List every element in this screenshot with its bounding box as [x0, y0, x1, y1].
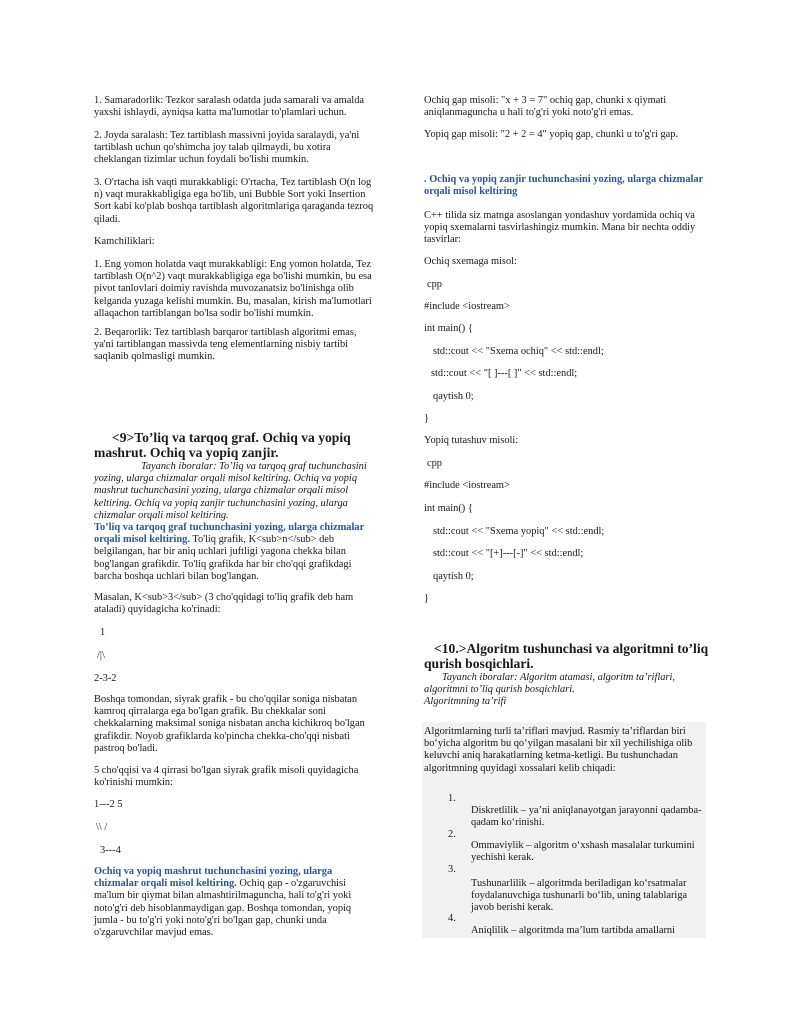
text-line: qadam ko‘rinishi.	[471, 817, 545, 829]
text-line: yechishi kerak.	[471, 852, 534, 864]
text-line: Ommaviylik – algoritm o‘xshash masalalar turkumini	[471, 840, 695, 851]
list-item	[471, 840, 695, 864]
code-line: std::cout << "Sxema ochiq" << std::endl;	[433, 346, 604, 357]
heading-10-line-2: qurish bosqichlari.	[424, 655, 534, 671]
text-line: 5 cho'qqisi va 4 qirrasi bo'lgan siyrak grafik misoli quyidagicha	[94, 765, 359, 776]
text-line: yaxshi ishlaydi, ayniqsa katta ma'lumotlar to'plamlari uchun.	[94, 107, 347, 119]
paragraph-algorithm-definition	[424, 726, 692, 775]
question-open-closed-chain	[424, 174, 703, 198]
text-line: C++ tilida siz matnga asoslangan yondashuv yordamida ochiq va	[424, 210, 695, 221]
code-line: int main() {	[424, 503, 473, 514]
text-line: 3. O'rtacha ish vaqti murakkabligi: O'rtacha, Tez tartiblash O(n log	[94, 177, 372, 188]
text-line: algoritmning quyidagi xossalari kelib chiqadi:	[424, 762, 616, 774]
code-line: std::cout << "Sxema yopiq" << std::endl;	[433, 526, 605, 537]
code-line: qaytish 0;	[433, 571, 474, 582]
text-line: keluvchi aniq harakatlarning ketma-ketligi. Bu tushunchadan	[424, 750, 678, 762]
text-line: kelganda yuzaga kelishi mumkin. Bu, masalan, kirish ma'lumotlari	[94, 295, 372, 307]
code-line: std::cout << "[+]---[-]" << std::endl;	[433, 548, 584, 559]
label-closed-circuit: Yopiq tutashuv misoli:	[424, 435, 519, 446]
text-line: kamroq qirralarga ega bo'lgan grafik. Bu chekkalar soni	[94, 706, 326, 718]
paragraph-drawbacks-title	[94, 236, 155, 248]
text-line: chekkalarning maksimal soniga nisbatan ancha kichikroq bo'lgan	[94, 718, 365, 730]
text-line: pivot tanlovlari doimiy ravishda muvozanatsiz bo'linishga olib	[94, 283, 354, 295]
paragraph-cpp-intro	[424, 210, 695, 247]
question-open-closed-route: Ochiq va yopiq mashrut tuchunchasini yozing, ularga	[94, 866, 333, 877]
heading-9-line-1: <9>To’liq va tarqoq graf. Ochiq va yopiq	[112, 430, 351, 445]
code-line: qaytish 0;	[433, 391, 474, 402]
text-line: . Ochiq va yopiq zanjir tuchunchasini yozing, ularga chizmalar	[424, 174, 704, 185]
list-number: 3.	[448, 864, 456, 875]
paragraph-avg-complexity	[94, 177, 373, 226]
text-line: Sort kabi ko'plab boshqa tartiblash algoritmlariga qaraganda tezroq	[94, 201, 374, 213]
graph-ascii-line: 3---4	[100, 845, 121, 856]
text-line: aniqlanmaguncha u hali to'g'ri yoki noto'g'ri emas.	[424, 107, 634, 119]
code-line: #include <iostream>	[424, 480, 510, 491]
text-line: Boshqa tomondan, siyrak grafik - bu cho'qqilar soniga nisbatan	[94, 694, 358, 705]
heading-9-line-2: mashrut. Ochiq va yopiq zanjir.	[94, 444, 279, 460]
question-complete-graph-cont: orqali misol keltiring.	[94, 534, 190, 546]
paragraph-sparse-example	[94, 765, 358, 789]
list-item	[471, 878, 687, 915]
paragraph-sparse-graph	[94, 694, 365, 755]
graph-ascii-line: 2-3-2	[94, 673, 117, 684]
keywords-10	[424, 672, 675, 709]
answer-line: jumla - bu to'g'ri yoki noto'g'ri bo'lgan gap, chunki unda	[94, 914, 327, 926]
text-line: tasvirlar:	[424, 234, 461, 246]
heading-10-line-1: <10.>Algoritm tushunchasi va algoritmni to’liq	[434, 641, 709, 656]
text-line: orqali misol keltiring	[424, 186, 518, 198]
text-line: tartiblash uchun qo'shimcha joy talab qilmaydi, bu xotira	[94, 142, 331, 154]
text-line: Masalan, K<sub>3</sub> (3 cho'qqidagi to'liq grafik deb ham	[94, 592, 354, 603]
text-line: Kamchiliklari:	[94, 236, 155, 247]
text-line: ataladi) quyidagicha ko'rinadi:	[94, 604, 221, 616]
list-number: 4.	[448, 913, 456, 924]
text-line: javob berishi kerak.	[471, 902, 554, 914]
code-line: cpp	[427, 279, 443, 290]
paragraph-closed-sentence	[424, 129, 678, 141]
list-number: 2.	[448, 829, 456, 840]
list-item	[471, 925, 675, 937]
text-line: bo‘yicha algoritm bu qo‘yilgan masalani bir xil yechilishiga olib	[424, 738, 693, 750]
text-line: tartiblash O(n^2) vaqt murakkabligiga ega bo'lishi mumkin, bu esa	[94, 271, 372, 283]
keywords-9	[94, 461, 377, 522]
text-line: qiladi.	[94, 213, 121, 225]
list-item	[471, 805, 702, 829]
keywords-9-line: chizmalar orqali misol keltiring.	[94, 509, 229, 521]
text-line: Aniqlilik – algoritmda ma’lum tartibda amallarni	[471, 925, 676, 936]
paragraph-worst-case	[94, 259, 372, 320]
answer-line: noto'g'ri deb hisoblanmaydigan gap. Boshqa tomondan, yopiq	[94, 902, 352, 914]
keywords-10-line: Tayanch iboralar: Algoritm atamasi, algoritm ta’riflari,	[442, 672, 675, 683]
code-line: int main() {	[424, 323, 473, 334]
list-number: 1.	[448, 793, 456, 804]
paragraph-efficiency	[94, 95, 364, 119]
keywords-10-line: Algoritmning ta’rifi	[424, 696, 507, 708]
graph-ascii-line: /|\	[97, 650, 105, 661]
text-line: saqlanib qolmasligi mumkin.	[94, 351, 215, 363]
text-line: Algoritmlarning turli ta’riflari mavjud. Rasmiy ta’riflardan biri	[424, 726, 686, 737]
keywords-9-line: keltiring. Ochiq va yopiq zanjir tuchunchasini yozing, ularga	[94, 497, 348, 509]
text-line: allaqachon tartiblangan bo'lsa sodir bo'lishi mumkin.	[94, 307, 314, 319]
code-line: #include <iostream>	[424, 301, 510, 312]
paragraph-in-place	[94, 130, 359, 167]
text-line: 2. Joyda saralash: Tez tartiblash massivni joyida saralaydi, ya'ni	[94, 130, 360, 141]
answer-complete-graph-start: To'liq grafik, K<sub>n</sub> deb	[189, 534, 335, 546]
answer-line: belgilangan, har bir aniq uchlari juftligi yagona chekka bilan	[94, 546, 346, 558]
answer-line: ma'lum bir qiymat bilan almashtirilmaguncha, hali to'g'ri yoki	[94, 890, 352, 902]
text-line: Diskretlilik – ya’ni aniqlanayotgan jarayonni qadamba-	[471, 805, 702, 816]
text-line: ya'ni tartiblangan massivda teng elementlarning nisbiy tartibi	[94, 339, 349, 351]
question-complete-graph: To’liq va tarqoq graf tuchunchasini yozing, ularga chizmalar	[94, 522, 365, 533]
text-line: Tushunarlilik – algoritmda beriladigan ko‘rsatmalar	[471, 878, 687, 889]
graph-ascii-line: 1	[100, 627, 106, 638]
question-open-closed-route-cont: chizmalar orqali misol keltiring.	[94, 878, 237, 890]
answer-route-start: Ochiq gap - o'zgaruvchisi	[236, 878, 346, 890]
section-heading-9	[94, 431, 377, 460]
text-line: foydalanuvchiga tushunarli bo‘lib, uning talablariga	[471, 890, 688, 902]
label-open-circuit: Ochiq sxemaga misol:	[424, 256, 517, 267]
text-line: 1. Eng yomon holatda vaqt murakkabligi: Eng yomon holatda, Tez	[94, 259, 371, 270]
text-line: 2. Beqarorlik: Tez tartiblash barqaror tartiblash algoritmi emas,	[94, 327, 357, 338]
text-line: grafikdir. Noyob grafiklarda ko'pincha chekka-cho'qqi nisbati	[94, 730, 350, 742]
code-line: std::cout << "[ ]---[ ]" << std::endl;	[431, 368, 578, 379]
section-heading-10	[424, 642, 707, 671]
text-line: Yopiq gap misoli: "2 + 2 = 4" yopiq gap, chunki u to'g'ri gap.	[424, 129, 679, 140]
keywords-9-line: Tayanch iboralar: To’liq va tarqoq graf tuchunchasini	[141, 461, 367, 472]
text-line: yopiq sxemalarni tasvirlashingiz mumkin. Mana bir nechta oddiy	[424, 222, 696, 234]
text-line: cheklangan tizimlar uchun foydali bo'lishi mumkin.	[94, 154, 309, 166]
text-line: ko'rinishi mumkin:	[94, 777, 173, 789]
paragraph-instability	[94, 327, 357, 364]
code-line: cpp	[427, 458, 443, 469]
answer-line: barcha boshqa uchlari bilan bog'langan.	[94, 570, 259, 582]
paragraph-open-sentence	[424, 95, 666, 119]
keywords-9-line: mashrut tuchunchasini yozing, ularga chizmalar orqali misol	[94, 485, 349, 497]
keywords-9-line: yozing, ularga chizmalar orqali misol keltiring. Ochiq va yopiq	[94, 473, 358, 485]
paragraph-complete-graph	[94, 522, 364, 583]
code-line: }	[424, 413, 429, 424]
graph-ascii-line: 1---2 5	[94, 799, 123, 810]
paragraph-k3-example	[94, 592, 353, 616]
code-line: }	[424, 593, 429, 604]
answer-line: o'zgaruvchilar mavjud emas.	[94, 927, 214, 939]
text-line: 1. Samaradorlik: Tezkor saralash odatda juda samarali va amalda	[94, 95, 364, 106]
paragraph-open-closed-route	[94, 866, 351, 939]
text-line: pastroq bo'ladi.	[94, 742, 158, 754]
keywords-10-line: algoritmni to’liq qurish bosqichlari.	[424, 684, 575, 696]
answer-line: bog'langan grafikdir. To'liq grafikda har bir cho'qqi grafikdagi	[94, 558, 352, 570]
text-line: Ochiq gap misoli: "x + 3 = 7" ochiq gap, chunki x qiymati	[424, 95, 667, 106]
graph-ascii-line: \\ /	[96, 822, 108, 833]
text-line: n) vaqt murakkabligiga ega bo'lib, uni Bubble Sort yoki Insertion	[94, 189, 366, 201]
